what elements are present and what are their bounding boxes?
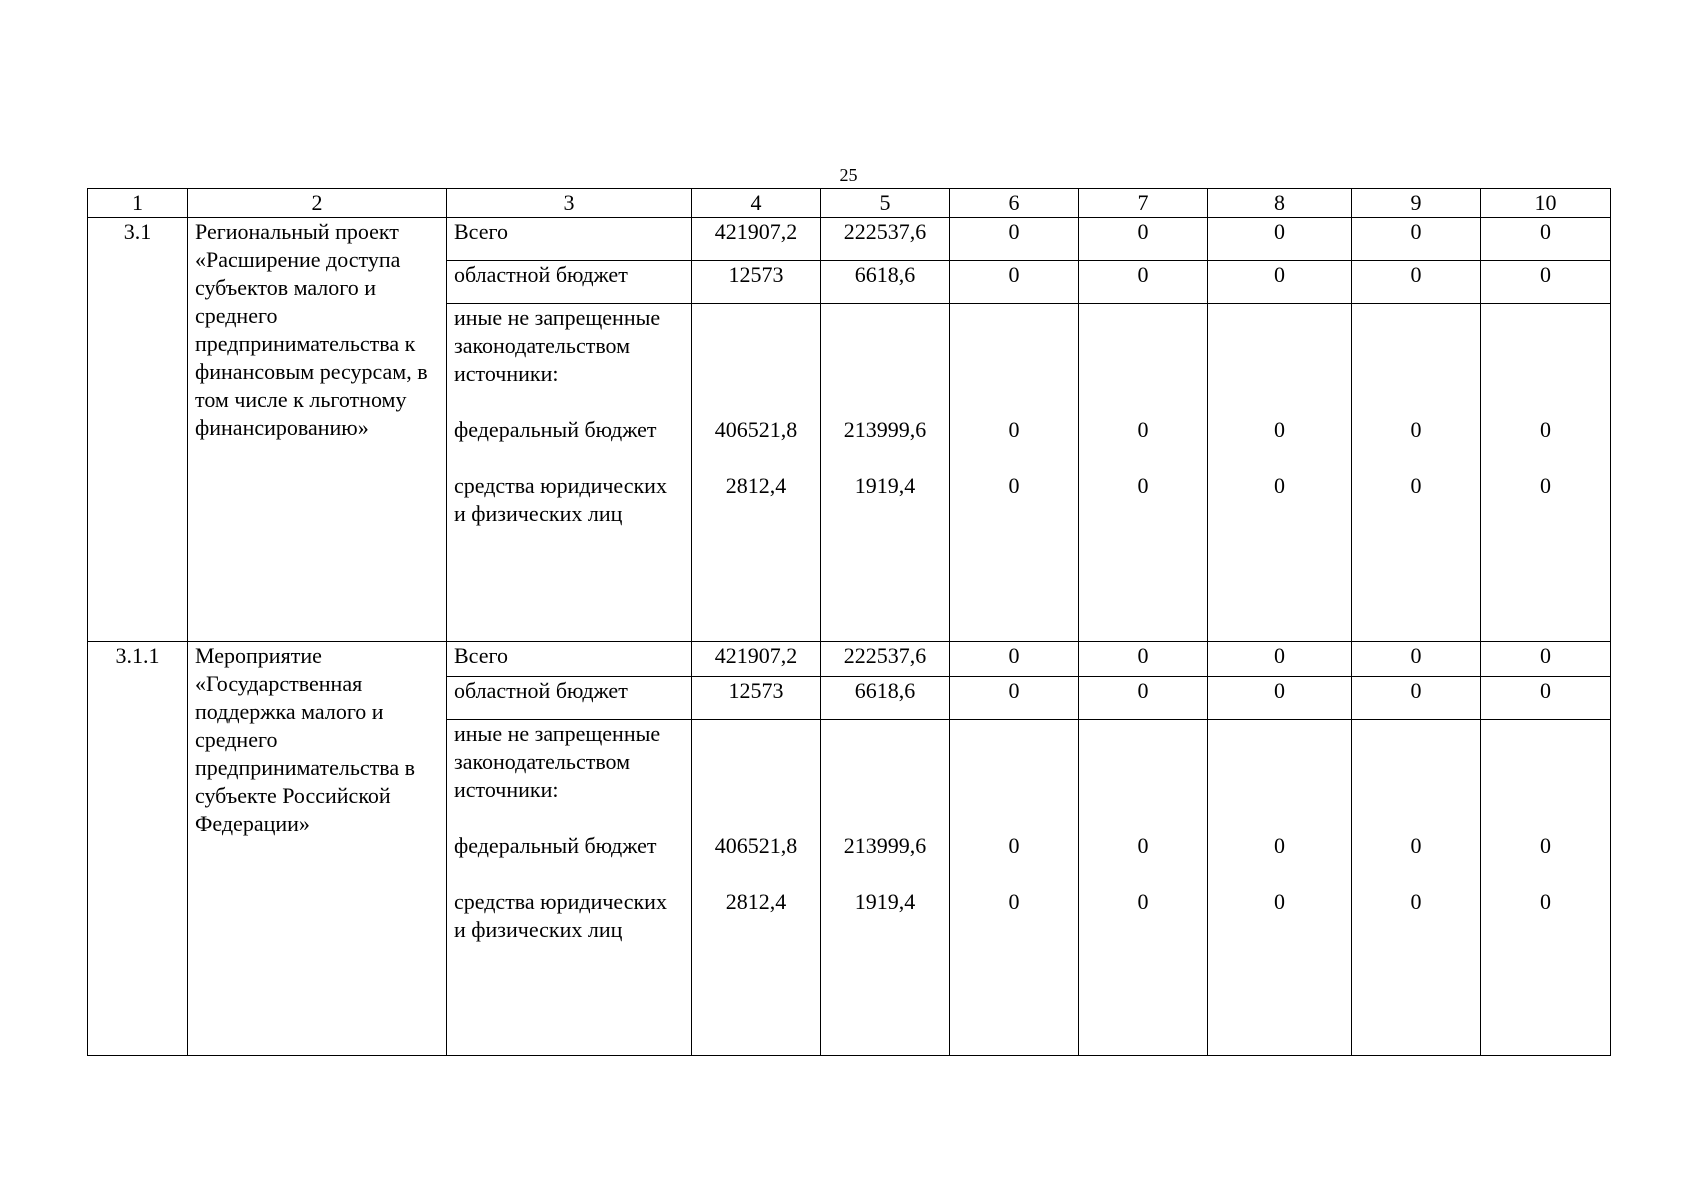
total-value: 0 — [1079, 218, 1208, 261]
other-sources-values — [1079, 720, 1208, 1056]
regional-value: 0 — [950, 261, 1079, 304]
column-number: 4 — [692, 189, 821, 218]
other-sources-values — [1352, 304, 1481, 642]
section-name: Региональный проект «Расширение доступа субъектов малого и среднего предпринимательства к финансовым ресурсам, в том числе к льготному финансированию» — [188, 218, 447, 642]
regional-value: 0 — [1481, 677, 1611, 720]
spacer — [454, 804, 684, 832]
spacer — [828, 304, 942, 360]
spacer — [1359, 444, 1473, 472]
spacer — [957, 776, 1071, 832]
regional-value: 12573 — [692, 677, 821, 720]
section-name: Мероприятие «Государственная поддержка малого и среднего предпринимательства в субъекте Российской Федерации» — [188, 642, 447, 1056]
source-label-total: Всего — [447, 642, 692, 677]
column-number: 7 — [1079, 189, 1208, 218]
spacer — [1086, 860, 1200, 888]
other-sources-values — [1352, 720, 1481, 1056]
legal-value: 0 — [1137, 889, 1149, 914]
federal-value: 213999,6 — [843, 417, 927, 442]
spacer — [1359, 304, 1473, 360]
legal-value: 1919,4 — [854, 473, 916, 498]
spacer — [1488, 444, 1603, 472]
section-id: 3.1.1 — [88, 642, 188, 1056]
federal-value: 0 — [1540, 833, 1551, 858]
source-label-federal: федеральный бюджет — [454, 417, 657, 442]
regional-value: 12573 — [692, 261, 821, 304]
spacer — [1086, 304, 1200, 360]
spacer — [957, 444, 1071, 472]
regional-value: 0 — [1208, 677, 1352, 720]
other-sources-values — [692, 720, 821, 1056]
spacer — [1086, 360, 1200, 416]
spacer — [454, 860, 684, 888]
spacer — [1086, 720, 1200, 776]
spacer — [1488, 860, 1603, 888]
legal-value: 0 — [1540, 889, 1551, 914]
regional-value: 0 — [1079, 261, 1208, 304]
total-value: 421907,2 — [692, 218, 821, 261]
spacer — [1086, 444, 1200, 472]
spacer — [699, 776, 813, 832]
source-label-legal: средства юридических и физических лиц — [454, 473, 667, 526]
spacer — [828, 444, 942, 472]
other-sources-values — [950, 720, 1079, 1056]
federal-value: 0 — [1137, 833, 1149, 858]
federal-value: 406521,8 — [714, 833, 798, 858]
legal-value: 0 — [1540, 473, 1551, 498]
source-label-federal: федеральный бюджет — [454, 833, 657, 858]
federal-value: 0 — [1410, 417, 1422, 442]
total-value: 0 — [1352, 642, 1481, 677]
spacer — [957, 860, 1071, 888]
legal-value: 0 — [1008, 889, 1020, 914]
spacer — [454, 444, 684, 472]
column-number: 10 — [1481, 189, 1611, 218]
spacer — [1215, 776, 1344, 832]
spacer — [699, 720, 813, 776]
legal-value: 0 — [1410, 473, 1422, 498]
source-label-total: Всего — [447, 218, 692, 261]
spacer — [1359, 720, 1473, 776]
regional-value: 0 — [1352, 677, 1481, 720]
column-number-row — [88, 189, 1611, 218]
federal-value: 213999,6 — [843, 833, 927, 858]
spacer — [1488, 360, 1603, 416]
legal-value: 2812,4 — [725, 473, 787, 498]
other-sources-values — [1208, 304, 1352, 642]
total-value: 0 — [1352, 218, 1481, 261]
spacer — [1359, 360, 1473, 416]
total-value: 222537,6 — [821, 218, 950, 261]
section-total-row — [88, 218, 1611, 261]
legal-value: 0 — [1410, 889, 1422, 914]
spacer — [1215, 860, 1344, 888]
other-sources-values — [1481, 720, 1611, 1056]
total-value: 0 — [1208, 642, 1352, 677]
federal-value: 0 — [1137, 417, 1149, 442]
source-label-regional: областной бюджет — [447, 261, 692, 304]
federal-value: 0 — [1410, 833, 1422, 858]
column-number: 9 — [1352, 189, 1481, 218]
spacer — [454, 388, 684, 416]
total-value: 421907,2 — [692, 642, 821, 677]
federal-value: 0 — [1540, 417, 1551, 442]
spacer — [1488, 776, 1603, 832]
regional-value: 6618,6 — [821, 261, 950, 304]
source-label-other: иные не запрещенные законодательством источники: — [454, 721, 661, 802]
total-value: 222537,6 — [821, 642, 950, 677]
other-sources-values — [821, 720, 950, 1056]
legal-value: 0 — [1274, 889, 1285, 914]
spacer — [1215, 444, 1344, 472]
spacer — [828, 860, 942, 888]
federal-value: 0 — [1008, 417, 1020, 442]
section-id: 3.1 — [88, 218, 188, 642]
budget-table — [87, 188, 1611, 1056]
total-value: 0 — [1208, 218, 1352, 261]
regional-value: 0 — [950, 677, 1079, 720]
spacer — [957, 720, 1071, 776]
other-sources-values — [1079, 304, 1208, 642]
column-number: 1 — [88, 189, 188, 218]
spacer — [699, 444, 813, 472]
spacer — [1086, 776, 1200, 832]
spacer — [1215, 304, 1344, 360]
source-label-regional: областной бюджет — [447, 677, 692, 720]
spacer — [1215, 720, 1344, 776]
spacer — [957, 360, 1071, 416]
total-value: 0 — [950, 642, 1079, 677]
page-number: 25 — [839, 165, 858, 185]
total-value: 0 — [1481, 642, 1611, 677]
other-sources-values — [1481, 304, 1611, 642]
spacer — [699, 860, 813, 888]
source-label-legal: средства юридических и физических лиц — [454, 889, 667, 942]
spacer — [699, 304, 813, 360]
spacer — [828, 360, 942, 416]
total-value: 0 — [950, 218, 1079, 261]
total-value: 0 — [1481, 218, 1611, 261]
spacer — [1488, 304, 1603, 360]
legal-value: 0 — [1274, 473, 1285, 498]
regional-value: 0 — [1352, 261, 1481, 304]
spacer — [828, 720, 942, 776]
spacer — [1359, 860, 1473, 888]
source-label-other: иные не запрещенные законодательством источники: — [454, 305, 661, 386]
federal-value: 0 — [1008, 833, 1020, 858]
spacer — [1215, 360, 1344, 416]
regional-value: 0 — [1079, 677, 1208, 720]
federal-value: 0 — [1274, 833, 1285, 858]
column-number: 6 — [950, 189, 1079, 218]
legal-value: 0 — [1137, 473, 1149, 498]
regional-value: 6618,6 — [821, 677, 950, 720]
spacer — [1488, 720, 1603, 776]
federal-value: 0 — [1274, 417, 1285, 442]
spacer — [699, 360, 813, 416]
other-sources-cell — [447, 720, 692, 1056]
other-sources-values — [1208, 720, 1352, 1056]
section-total-row — [88, 642, 1611, 677]
regional-value: 0 — [1481, 261, 1611, 304]
federal-value: 406521,8 — [714, 417, 798, 442]
other-sources-cell — [447, 304, 692, 642]
legal-value: 1919,4 — [854, 889, 916, 914]
total-value: 0 — [1079, 642, 1208, 677]
other-sources-values — [950, 304, 1079, 642]
other-sources-values — [821, 304, 950, 642]
regional-value: 0 — [1208, 261, 1352, 304]
column-number: 5 — [821, 189, 950, 218]
spacer — [1359, 776, 1473, 832]
spacer — [957, 304, 1071, 360]
column-number: 3 — [447, 189, 692, 218]
legal-value: 2812,4 — [725, 889, 787, 914]
legal-value: 0 — [1008, 473, 1020, 498]
column-number: 2 — [188, 189, 447, 218]
spacer — [828, 776, 942, 832]
column-number: 8 — [1208, 189, 1352, 218]
other-sources-values — [692, 304, 821, 642]
